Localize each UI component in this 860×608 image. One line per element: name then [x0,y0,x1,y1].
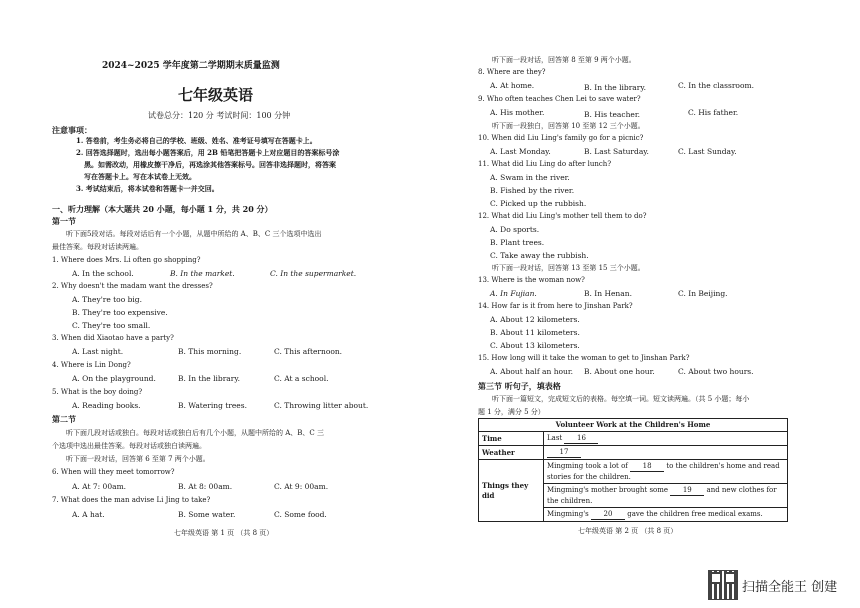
option: C. This afternoon. [274,347,343,356]
question-11: 11. What did Liu Ling do after lunch? [478,160,612,168]
option: C. Some food. [274,510,327,519]
option: C. His father. [688,108,739,117]
notes-title: 注意事项： [52,125,92,135]
question-3: 3. When did Xiaotao have a party? [52,334,174,342]
exam-info: 试卷总分：120 分 考试时间：100 分钟 [148,111,291,120]
section-2-instructions: 个选项中选出最佳答案。每段对话或独白读两遍。 [52,442,206,450]
option: B. About 11 kilometers. [490,328,580,337]
option: B. His teacher. [584,110,640,119]
section-1-instructions: 听下面5段对话。每段对话后有一个小题，从题中所给的 A、B、C 三个选项中选出 [66,230,322,238]
option: B. They're too expensive. [72,308,168,317]
row-label-time: Time [479,432,544,446]
option: B. Fished by the river. [490,186,575,195]
text: to the children's home and read [666,462,780,470]
question-4: 4. Where is Lin Dong? [52,361,131,369]
text: Mingming's [547,510,589,518]
watermark-text: 扫描全能王 创建 [742,580,838,595]
option: C. About 13 kilometers. [490,341,580,350]
text: gave the children free medical exams. [627,510,763,518]
option: B. At 8: 00am. [178,482,233,491]
section-3-instructions: 听下面一篇短文，完成短文后的表格。每空填一词。短文读两遍。（共 5 小题；每小 [492,395,750,403]
note-line: 写在答题卡上。写在本试卷上无效。 [84,172,196,181]
section-3-instructions: 题 1 分，满分 5 分） [478,408,545,416]
page-footer: 七年级英语 第 1 页 （共 8 页） [174,529,274,537]
question-8: 8. Where are they? [478,68,546,76]
blank-17: 17 [547,447,581,458]
question-13: 13. Where is the woman now? [478,276,585,284]
option: C. Throwing litter about. [274,401,369,410]
option: C. Last Sunday. [678,147,737,156]
subject-title: 七年级英语 [178,86,254,104]
option: A. On the playground. [72,374,156,383]
option: A. His mother. [490,108,545,117]
option: B. In Henan. [584,289,632,298]
text: the children. [547,497,593,505]
note-line: 1. 答卷前，考生务必将自己的学校、班级、姓名、准考证号填写在答题卡上。 [76,136,317,145]
option: B. In the library. [584,83,646,92]
volunteer-work-table [478,418,788,522]
section-2-heading: 第二节 [52,414,76,424]
option: C. In the classroom. [678,81,754,90]
things-cell-18 [544,460,788,484]
things-cell-20 [544,508,788,522]
option: C. About two hours. [678,367,754,376]
time-prefix: Last [547,434,563,442]
text: Mingming took a lot of [547,462,628,470]
page-2 [474,0,788,560]
question-5: 5. What is the boy doing? [52,388,143,396]
option: A. A hat. [72,510,105,519]
question-2: 2. Why doesn't the madam want the dresses? [52,282,213,290]
option: B. About one hour. [584,367,655,376]
blank-19: 19 [670,485,704,496]
option: C. Picked up the rubbish. [490,199,587,208]
option: A. In Fujian. [490,289,537,298]
listening-instruction: 听下面一段独白，回答第 10 至第 12 三个小题。 [492,122,645,130]
listening-instruction: 听下面一段对话，回答第 8 至第 9 两个小题。 [492,56,636,64]
section-2-instructions: 听下面几段对话或独白。每段对话或独白后有几个小题，从题中所给的 A、B、C 三 [66,429,325,437]
question-14: 14. How far is it from here to Jinshan Park? [478,302,633,310]
option: A. At home. [490,81,535,90]
section-1-instructions: 最佳答案。每段对话读两遍。 [52,243,143,251]
option: A. Last Monday. [490,147,551,156]
option: C. In the supermarket. [270,269,357,278]
time-cell [544,432,788,446]
section-1-heading: 第一节 [52,216,76,226]
qr-code-icon [708,570,738,600]
note-line: 2. 回答选择题时，选出每小题答案后，用 2B 铅笔把答题卡上对应题目的答案标号涂 [76,148,340,157]
option: B. Some water. [178,510,236,519]
option: A. Last night. [72,347,124,356]
option: A. At 7: 00am. [72,482,127,491]
option: C. They're too small. [72,321,151,330]
question-9: 9. Who often teaches Chen Lei to save water? [478,95,641,103]
option: B. In the library. [178,374,240,383]
section-3-heading: 第三节 听句子，填表格 [478,381,561,391]
text: and new clothes for [706,486,777,494]
option: C. In Beijing. [678,289,728,298]
note-line: 3. 考试结束后，将本试卷和答题卡一并交回。 [76,184,219,193]
question-7: 7. What does the man advise Li Jing to take? [52,496,211,504]
option: A. In the school. [72,269,134,278]
question-15: 15. How long will it take the woman to get to Jinshan Park? [478,354,690,362]
option: C. At 9: 00am. [274,482,329,491]
blank-16: 16 [564,433,598,444]
option: A. Reading books. [72,401,141,410]
exam-title: 2024~2025 学年度第二学期期末质量监测 [102,61,280,71]
question-6: 6. When will they meet tomorrow? [52,468,175,476]
row-label-things: Things they did [479,460,544,522]
option: A. About half an hour. [490,367,574,376]
things-cell-19 [544,484,788,508]
row-label-weather: Weather [479,446,544,460]
question-10: 10. When did Liu Ling's family go for a picnic? [478,134,644,142]
blank-18: 18 [630,461,664,472]
note-line: 黑。如需改动，用橡皮擦干净后，再选涂其他答案标号。回答非选择题时，将答案 [84,160,336,169]
option: B. This morning. [178,347,242,356]
listening-instruction: 听下面一段对话，回答第 6 至第 7 两个小题。 [66,455,210,463]
question-1: 1. Where does Mrs. Li often go shopping? [52,256,201,264]
option: B. Plant trees. [490,238,545,247]
page-footer: 七年级英语 第 2 页 （共 8 页） [578,527,678,535]
text: Mingming's mother brought some [547,486,669,494]
text: stories for the children. [547,473,631,481]
listening-instruction: 听下面一段对话，回答第 13 至第 15 三个小题。 [492,264,645,272]
option: A. Swam in the river. [490,173,570,182]
option: B. In the market. [170,269,235,278]
weather-cell [544,446,788,460]
scanner-watermark [708,570,858,602]
option: A. Do sports. [490,225,540,234]
option: B. Watering trees. [178,401,247,410]
option: C. At a school. [274,374,329,383]
option: A. About 12 kilometers. [490,315,580,324]
option: A. They're too big. [72,295,142,304]
option: B. Last Saturday. [584,147,649,156]
table-title: Volunteer Work at the Children's Home [479,419,788,432]
option: C. Take away the rubbish. [490,251,589,260]
blank-20: 20 [591,509,625,520]
page-1 [52,0,440,560]
question-12: 12. What did Liu Ling's mother tell them to do? [478,212,647,220]
part1-title: 一、听力理解（本大题共 20 小题，每小题 1 分，共 20 分） [52,204,273,214]
